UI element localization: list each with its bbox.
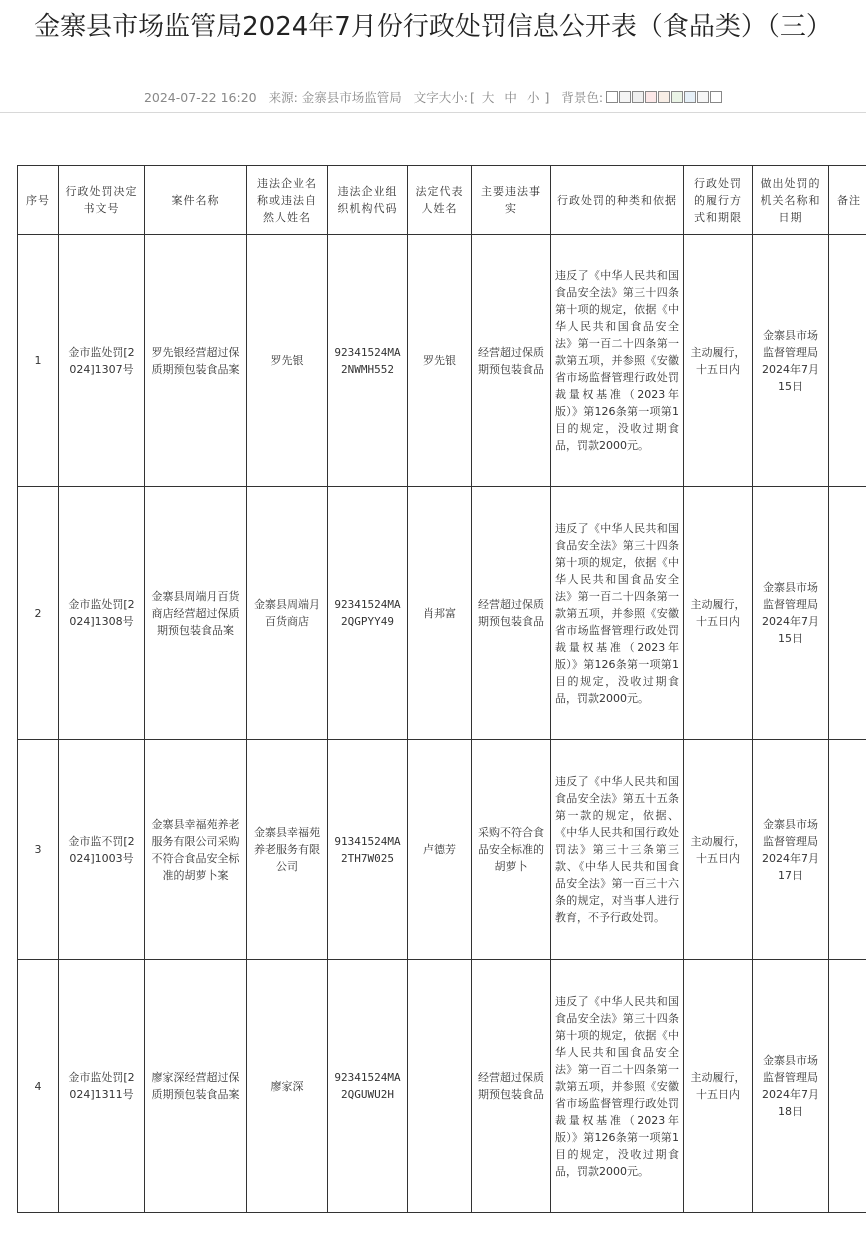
bracket-open: [ — [470, 90, 475, 105]
cell-case: 金寨县幸福苑养老服务有限公司采购不符合食品安全标准的胡萝卜案 — [145, 740, 247, 960]
cell-org — [753, 740, 829, 960]
background-swatch[interactable] — [658, 91, 670, 103]
cell-org — [753, 235, 829, 487]
header-rep: 法定代表人姓名 — [408, 166, 472, 235]
org-name: 金寨县市场监督管理局 — [763, 817, 818, 848]
cell-party: 金寨县幸福苑养老服务有限公司 — [247, 740, 328, 960]
cell-org — [753, 960, 829, 1213]
cell-no: 2 — [18, 487, 59, 740]
cell-exec: 主动履行，十五日内 — [684, 740, 753, 960]
org-name: 金寨县市场监督管理局 — [763, 581, 818, 611]
cell-doc: 金市监处罚[2024]1307号 — [59, 235, 145, 487]
cell-party: 罗先银 — [247, 235, 328, 487]
article-meta — [0, 88, 866, 106]
font-size-large[interactable]: 大 — [481, 90, 495, 105]
cell-fact: 经营超过保质期预包装食品 — [472, 487, 551, 740]
org-name: 金寨县市场监督管理局 — [763, 1054, 818, 1084]
cell-doc: 金市监不罚[2024]1003号 — [59, 740, 145, 960]
cell-party: 金寨县周端月百货商店 — [247, 487, 328, 740]
cell-note — [829, 235, 866, 487]
cell-no: 4 — [18, 960, 59, 1213]
bracket-close: ] — [544, 90, 550, 105]
cell-code: 92341524MA2QGPYY49 — [328, 487, 408, 740]
org-date: 2024年7月17日 — [762, 851, 819, 882]
background-swatch[interactable] — [645, 91, 657, 103]
background-swatches — [605, 90, 722, 105]
cell-case: 廖家深经营超过保质期预包装食品案 — [145, 960, 247, 1213]
font-size-label: 文字大小: — [413, 90, 469, 105]
source-value: 金寨县市场监管局 — [301, 90, 402, 105]
cell-no: 3 — [18, 740, 59, 960]
cell-rep: 卢德芳 — [408, 740, 472, 960]
cell-party: 廖家深 — [247, 960, 328, 1213]
org-date: 2024年7月18日 — [762, 1088, 819, 1118]
header-party: 违法企业名称或违法自然人姓名 — [247, 166, 328, 235]
table-row — [18, 740, 866, 960]
org-date: 2024年7月15日 — [762, 615, 819, 645]
header-note: 备注 — [829, 166, 866, 235]
cell-doc: 金市监处罚[2024]1308号 — [59, 487, 145, 740]
publish-date: 2024-07-22 16:20 — [143, 90, 257, 105]
penalty-table — [17, 165, 866, 1213]
background-swatch[interactable] — [606, 91, 618, 103]
table-row — [18, 487, 866, 740]
cell-code: 92341524MA2QGUWU2H — [328, 960, 408, 1213]
cell-note — [829, 960, 866, 1213]
background-label: 背景色: — [561, 90, 604, 105]
cell-basis: 违反了《中华人民共和国食品安全法》第五十五条第一款的规定，依据、《中华人民共和国行政处罚法》第三十三条第三款、《中华人民共和国食品安全法》第一百三十六条的规定，对当事人进行教育，不予行政处罚。 — [551, 740, 684, 960]
font-size-control — [414, 90, 550, 105]
header-doc: 行政处罚决定书文号 — [59, 166, 145, 235]
cell-basis: 违反了《中华人民共和国食品安全法》第三十四条第十项的规定，依据《中华人民共和国食品安全法》第一百二十四条第一款第五项，并参照《安徽省市场监督管理行政处罚裁量权基准（2023年版）》第126条第一项第1目的规定，没收过期食品，罚款2000元。 — [551, 235, 684, 487]
cell-fact: 采购不符合食品安全标准的胡萝卜 — [472, 740, 551, 960]
cell-case: 金寨县周端月百货商店经营超过保质期预包装食品案 — [145, 487, 247, 740]
cell-rep — [408, 960, 472, 1213]
table-header-row — [18, 166, 866, 235]
page-title: 金寨县市场监管局2024年7月份行政处罚信息公开表（食品类）（三） — [34, 12, 832, 42]
cell-fact: 经营超过保质期预包装食品 — [472, 960, 551, 1213]
cell-basis: 违反了《中华人民共和国食品安全法》第三十四条第十项的规定，依据《中华人民共和国食品安全法》第一百二十四条第一款第五项，并参照《安徽省市场监督管理行政处罚裁量权基准（2023年版）》第126条第一项第1目的规定，没收过期食品，罚款2000元。 — [551, 960, 684, 1213]
table-row — [18, 960, 866, 1213]
cell-basis: 违反了《中华人民共和国食品安全法》第三十四条第十项的规定，依据《中华人民共和国食品安全法》第一百二十四条第一款第五项，并参照《安徽省市场监督管理行政处罚裁量权基准（2023年版）》第126条第一项第1目的规定，没收过期食品，罚款2000元。 — [551, 487, 684, 740]
org-name: 金寨县市场监督管理局 — [763, 328, 818, 359]
cell-exec: 主动履行，十五日内 — [684, 960, 753, 1213]
background-swatch[interactable] — [671, 91, 683, 103]
background-swatch[interactable] — [632, 91, 644, 103]
header-fact: 主要违法事实 — [472, 166, 551, 235]
cell-code: 92341524MA2NWMH552 — [328, 235, 408, 487]
cell-rep: 肖邦富 — [408, 487, 472, 740]
cell-org — [753, 487, 829, 740]
cell-rep: 罗先银 — [408, 235, 472, 487]
table-row — [18, 235, 866, 487]
header-exec: 行政处罚的履行方式和期限 — [684, 166, 753, 235]
header-case: 案件名称 — [145, 166, 247, 235]
header-org: 做出处罚的机关名称和日期 — [753, 166, 829, 235]
source-label: 来源: — [268, 90, 298, 105]
cell-fact: 经营超过保质期预包装食品 — [472, 235, 551, 487]
font-size-small[interactable]: 小 — [526, 90, 540, 105]
cell-exec: 主动履行，十五日内 — [684, 487, 753, 740]
cell-note — [829, 487, 866, 740]
background-swatch[interactable] — [684, 91, 696, 103]
cell-exec: 主动履行，十五日内 — [684, 235, 753, 487]
divider — [0, 112, 866, 113]
font-size-medium[interactable]: 中 — [504, 90, 517, 105]
header-code: 违法企业组织机构代码 — [328, 166, 408, 235]
cell-note — [829, 740, 866, 960]
background-swatch[interactable] — [710, 91, 722, 103]
background-swatch[interactable] — [697, 91, 709, 103]
header-basis: 行政处罚的种类和依据 — [551, 166, 684, 235]
cell-code: 91341524MA2TH7W025 — [328, 740, 408, 960]
header-no: 序号 — [18, 166, 59, 235]
background-swatch[interactable] — [619, 91, 631, 103]
org-date: 2024年7月15日 — [762, 362, 819, 393]
cell-case: 罗先银经营超过保质期预包装食品案 — [145, 235, 247, 487]
background-control — [561, 90, 722, 105]
cell-doc: 金市监处罚[2024]1311号 — [59, 960, 145, 1213]
cell-no: 1 — [18, 235, 59, 487]
source — [269, 90, 402, 105]
